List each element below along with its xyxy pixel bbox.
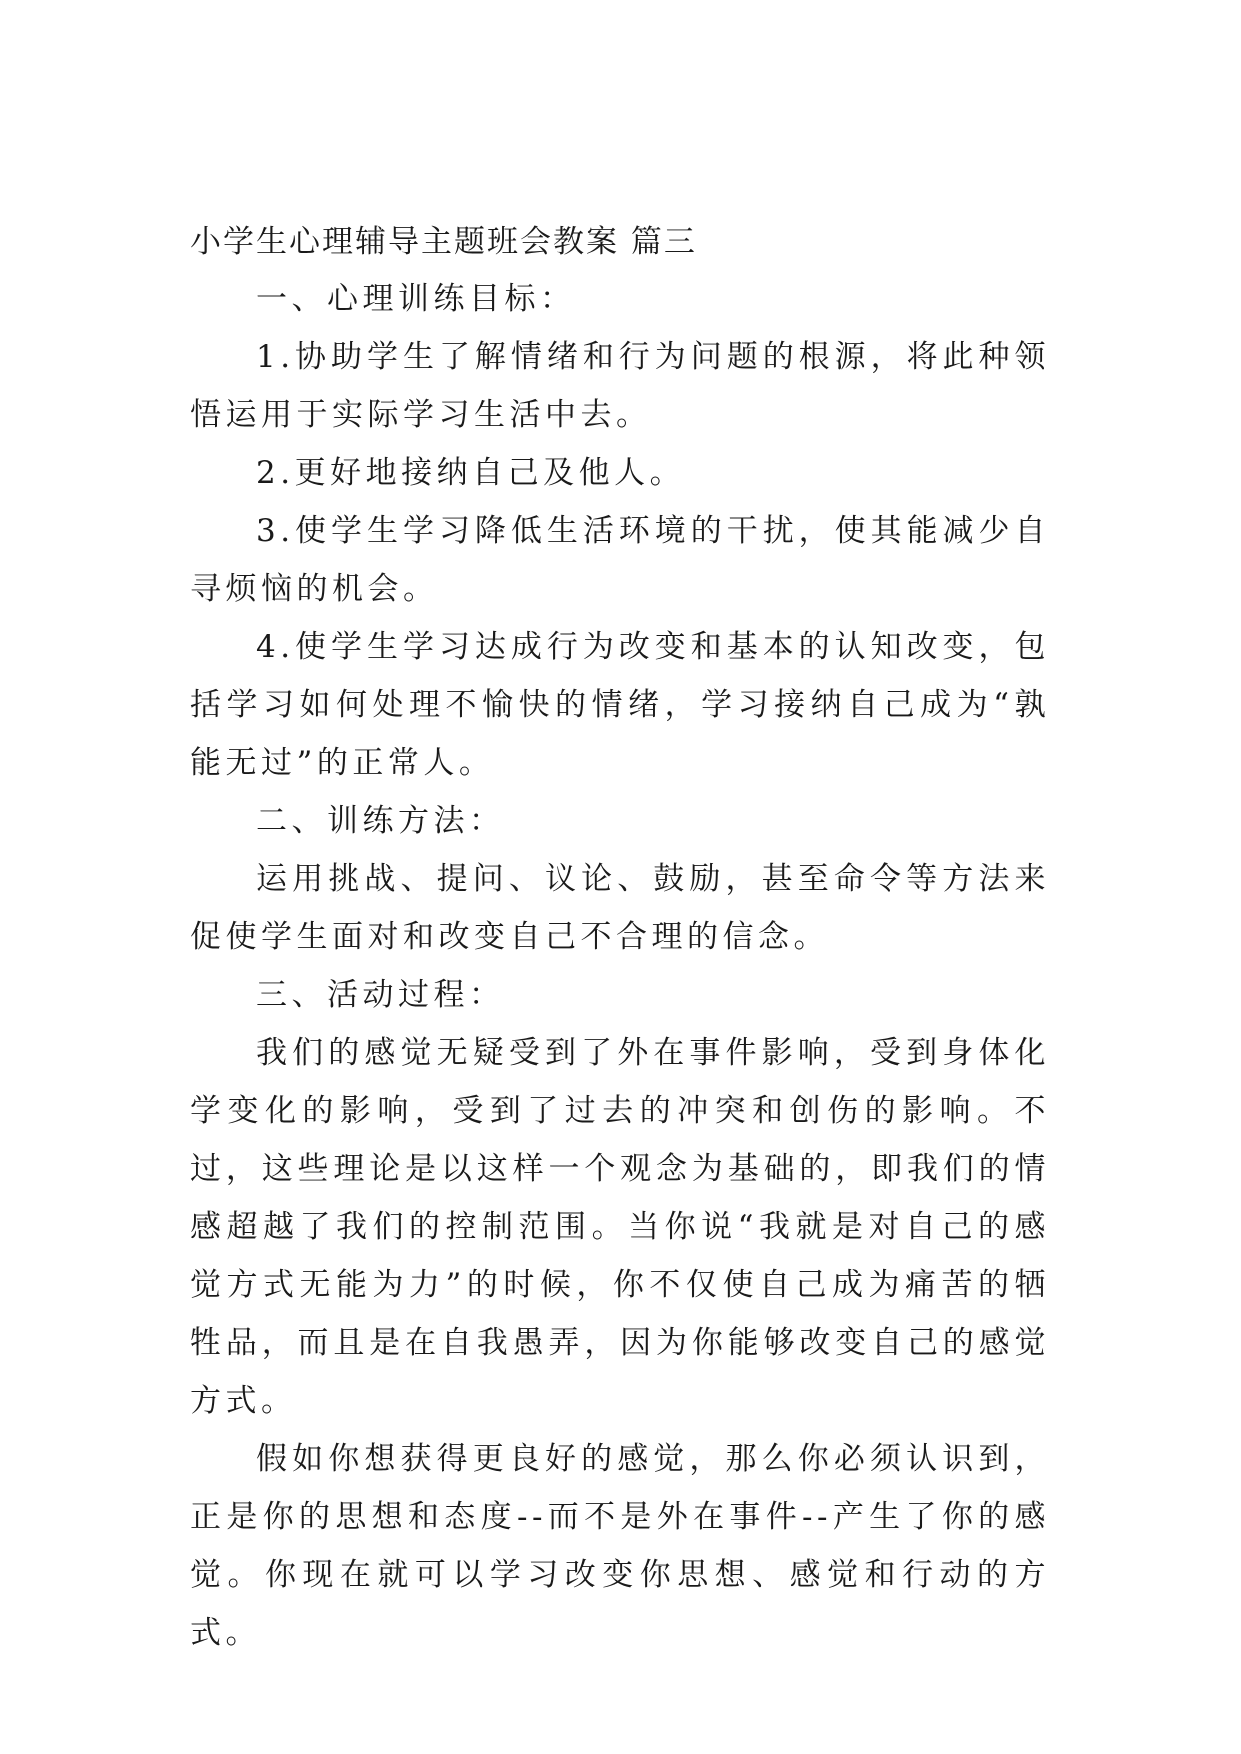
process-paragraph-2: 假如你想获得更良好的感觉，那么你必须认识到，正是你的思想和态度--而不是外在事件--产生了你的感觉。你现在就可以学习改变你思想、感觉和行动的方式。 — [190, 1441, 1050, 1651]
goal-item-1: 1.协助学生了解情绪和行为问题的根源，将此种领悟运用于实际学习生活中去。 — [190, 339, 1050, 433]
methods-paragraph: 运用挑战、提问、议论、鼓励，甚至命令等方法来促使学生面对和改变自己不合理的信念。 — [190, 861, 1050, 955]
goal-item-3: 3.使学生学习降低生活环境的干扰，使其能减少自寻烦恼的机会。 — [190, 513, 1050, 607]
process-paragraph-1: 我们的感觉无疑受到了外在事件影响，受到身体化学变化的影响，受到了过去的冲突和创伤的影响。不过，这些理论是以这样一个观念为基础的，即我们的情感超越了我们的控制范围。当你说“我就是对自己的感觉方式无能为力”的时候，你不仅使自己成为痛苦的牺牲品，而且是在自我愚弄，因为你能够改变自己的感觉方式。 — [190, 1035, 1050, 1419]
goal-item-4: 4.使学生学习达成行为改变和基本的认知改变，包括学习如何处理不愉快的情绪，学习接纳自己成为“孰能无过”的正常人。 — [190, 629, 1050, 781]
section-heading-methods: 二、训练方法： — [256, 803, 505, 839]
document-body — [190, 214, 1050, 1662]
section-heading-process: 三、活动过程： — [256, 977, 505, 1013]
goal-item-2: 2.更好地接纳自己及他人。 — [256, 455, 686, 491]
document-title: 小学生心理辅导主题班会教案 篇三 — [190, 224, 697, 260]
section-heading-goals: 一、心理训练目标： — [256, 281, 576, 317]
